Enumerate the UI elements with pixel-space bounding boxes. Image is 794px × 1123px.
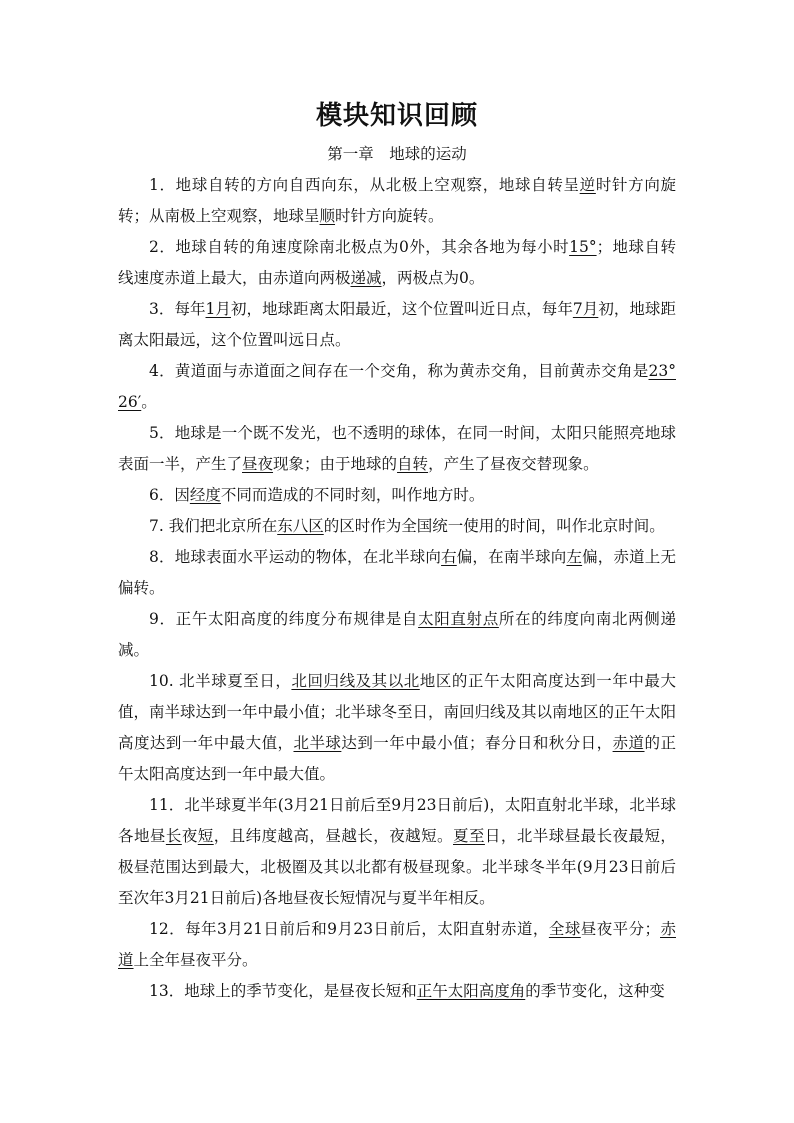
text-segment: 8．地球表面水平运动的物体，在北半球向 — [149, 548, 442, 566]
paragraph-11 — [118, 790, 676, 914]
text-segment: 昼夜平分； — [580, 920, 661, 938]
text-segment: 7. 我们把北京所在 — [149, 517, 278, 535]
paragraph-13 — [118, 976, 676, 1007]
text-segment: 11．北半球夏半年(3月21日前后至9月23日前后)，太阳直射北半球，北半球各地昼 — [118, 796, 676, 845]
text-segment: 的区时作为全国统一使用的时间，叫作北京时间。 — [323, 517, 665, 535]
text-segment: 地区的正午太阳高度达到一年中最大值，南半球达到一年中最小值；北半球冬至日，南回归线及其以南地区的正午太阳高度达到一年中最大值， — [118, 672, 677, 752]
underlined-answer: 全球 — [548, 920, 581, 938]
underlined-answer: 经度 — [189, 486, 221, 504]
text-segment: 13．地球上的季节变化，是昼夜长短和 — [149, 982, 417, 1000]
text-segment: 6．因 — [149, 486, 190, 504]
underlined-answer: 7月 — [572, 300, 599, 318]
underlined-answer: 递减 — [350, 269, 382, 287]
underlined-answer: 赤道 — [612, 734, 645, 752]
text-segment: 现象；由于地球的 — [273, 455, 398, 473]
text-segment: 的季节变化，这种变 — [525, 982, 665, 1000]
page-title: 模块知识回顾 — [315, 101, 478, 131]
paragraph-8 — [118, 542, 676, 604]
underlined-answer: 23°26′ — [118, 362, 676, 411]
text-segment: 达到一年中最小值；春分日和秋分日， — [341, 734, 613, 752]
text-segment: 不同而造成的不同时刻，叫作地方时。 — [220, 486, 485, 504]
paragraph-7 — [118, 511, 676, 542]
underlined-answer: 赤道 — [118, 920, 676, 969]
underlined-answer: 15° — [569, 238, 597, 256]
text-segment: 所在的纬度向南北两侧递减。 — [118, 610, 676, 659]
underlined-answer: 北半球 — [293, 734, 342, 752]
text-segment: 10. 北半球夏至日， — [149, 672, 292, 690]
text-segment: 初，地球距离太阳最近，这个位置叫近日点，每年 — [230, 300, 573, 318]
underlined-answer: 夏至 — [453, 827, 485, 845]
text-segment: 时针方向旋转。 — [335, 207, 444, 225]
underlined-answer: 逆 — [579, 176, 596, 194]
text-segment: 偏，在南半球向 — [456, 548, 567, 566]
paragraph-6 — [118, 480, 676, 511]
text-segment: ，产生了昼夜交替现象。 — [428, 455, 599, 473]
text-segment: ，两极点为0。 — [381, 269, 485, 287]
paragraph-4 — [118, 356, 676, 418]
text-segment: 4．黄道面与赤道面之间存在一个交角，称为黄赤交角，目前黄赤交角是 — [149, 362, 649, 380]
underlined-answer: 东八区 — [277, 517, 324, 535]
text-segment: 2．地球自转的角速度除南北极点为0外，其余各地为每小时 — [149, 238, 570, 256]
paragraph-3 — [118, 294, 676, 356]
text-segment: 偏，赤道上无偏转。 — [118, 548, 676, 597]
underlined-answer: 顺 — [319, 207, 336, 225]
paragraph-2 — [118, 232, 676, 294]
text-segment: 日，北半球昼最长夜最短，极昼范围达到最大，北极圈及其以北都有极昼现象。北半球冬半年(9月23日前后至次年3月21日前后)各地昼夜长短情况与夏半年相反。 — [118, 827, 676, 907]
underlined-answer: 1月 — [205, 300, 231, 318]
text-segment: 1．地球自转的方向自西向东，从北极上空观察，地球自转呈 — [149, 176, 580, 194]
underlined-answer: 短 — [197, 827, 214, 845]
underlined-answer: 右 — [441, 548, 457, 566]
paragraph-1 — [118, 170, 676, 232]
text-segment: 初，地球距离太阳最远，这个位置叫远日点。 — [118, 300, 676, 349]
text-segment: 。 — [141, 393, 157, 411]
underlined-answer: 自转 — [397, 455, 429, 473]
text-segment: 的正午太阳高度达到一年中最大值。 — [118, 734, 676, 783]
paragraph-12 — [118, 914, 676, 976]
text-segment: 时针方向旋转；从南极上空观察，地球呈 — [118, 176, 676, 225]
text-segment: 5．地球是一个既不发光，也不透明的球体，在同一时间，太阳只能照亮地球表面一半，产生了 — [118, 424, 676, 473]
text-segment: 上全年昼夜平分。 — [133, 951, 258, 969]
paragraph-5 — [118, 418, 676, 480]
text-segment: ；地球自转线速度赤道上最大，由赤道向两极 — [118, 238, 676, 287]
text-segment: ，且纬度越高，昼越长，夜越短。 — [213, 827, 454, 845]
underlined-answer: 长 — [165, 827, 182, 845]
text-segment: 夜 — [181, 827, 198, 845]
paragraph-9 — [118, 604, 676, 666]
paragraph-10 — [118, 666, 676, 790]
text-segment: 9．正午太阳高度的纬度分布规律是自 — [149, 610, 419, 628]
underlined-answer: 左 — [566, 548, 583, 566]
underlined-answer: 正午太阳高度角 — [416, 982, 526, 1000]
underlined-answer: 昼夜 — [242, 455, 274, 473]
document-body — [118, 170, 676, 1007]
text-segment: 3．每年 — [149, 300, 206, 318]
chapter-heading: 第一章 地球的运动 — [327, 145, 467, 163]
underlined-answer: 太阳直射点 — [418, 610, 499, 628]
text-segment: 12．每年3月21日前后和9月23日前后，太阳直射赤道， — [149, 920, 549, 938]
underlined-answer: 北回归线及其以北 — [291, 672, 420, 690]
document-page — [118, 96, 676, 1007]
